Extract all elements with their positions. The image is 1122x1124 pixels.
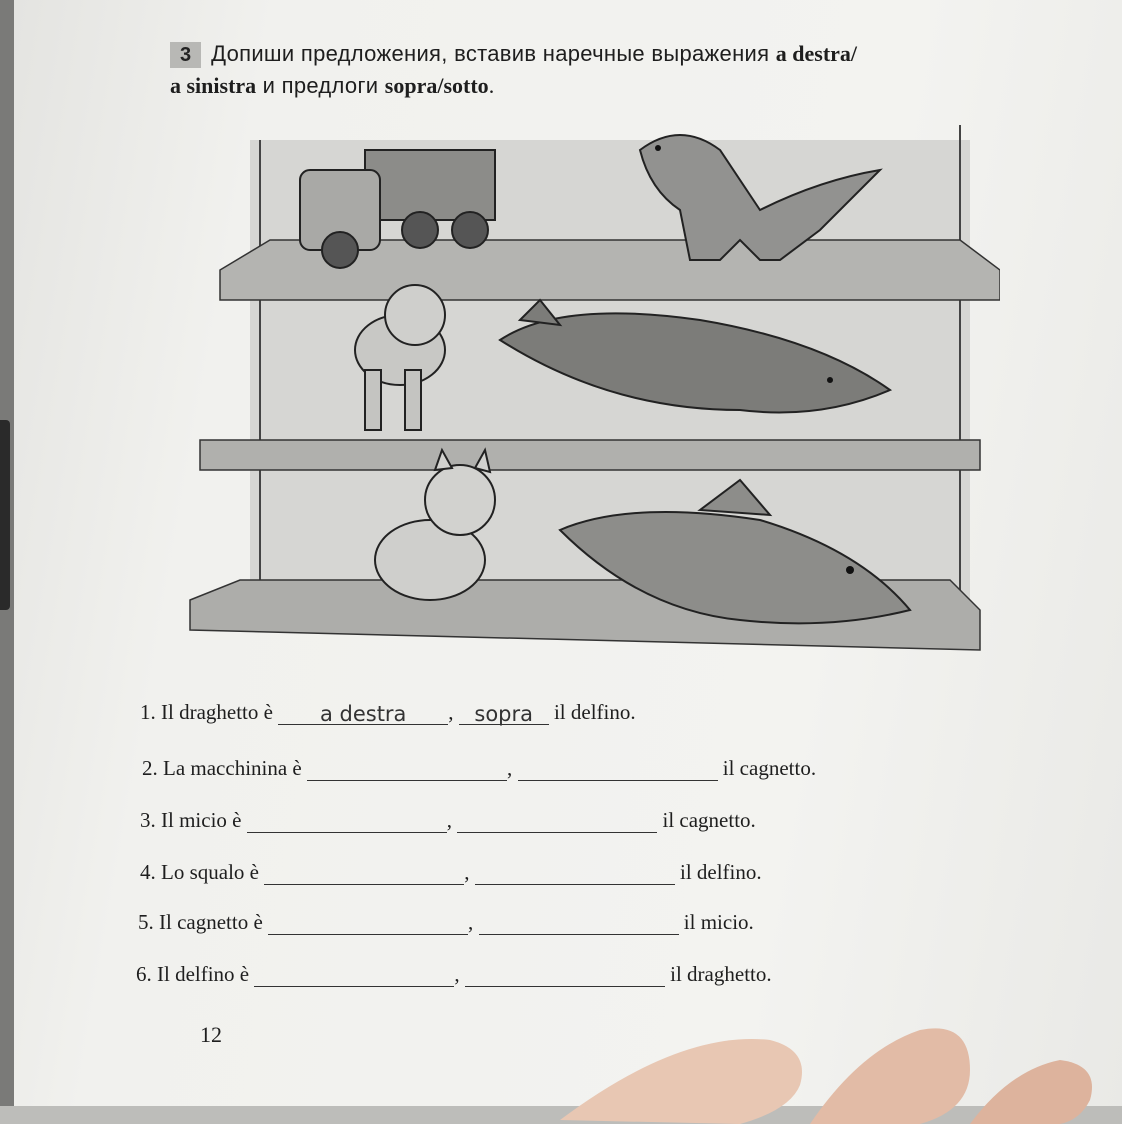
item-suffix: il draghetto. bbox=[670, 962, 772, 986]
instruction-text-1: Допиши предложения, вставив наречные выражения bbox=[211, 41, 776, 66]
exercise-item-6: 6. Il delfino è , il draghetto. bbox=[136, 962, 772, 986]
item-suffix: il micio. bbox=[683, 910, 754, 934]
exercise-item-2: 2. La macchinina è , il cagnetto. bbox=[142, 756, 817, 780]
answer-blank-1[interactable] bbox=[254, 964, 454, 987]
hand-fingers bbox=[560, 1010, 1122, 1124]
answer-blank-2[interactable] bbox=[465, 964, 665, 987]
answer-blank-2[interactable] bbox=[518, 758, 718, 781]
exercise-item-5: 5. Il cagnetto è , il micio. bbox=[138, 910, 754, 934]
term-a-sinistra: a sinistra bbox=[170, 73, 257, 98]
item-prefix: 6. Il delfino è bbox=[136, 962, 250, 986]
book-cover-edge bbox=[0, 420, 10, 610]
answer-blank-1[interactable]: a destra bbox=[278, 702, 448, 725]
item-prefix: 4. Lo squalo è bbox=[140, 860, 259, 884]
answer-blank-1[interactable] bbox=[264, 862, 464, 885]
item-prefix: 1. Il draghetto è bbox=[140, 700, 273, 724]
page-number: 12 bbox=[200, 1022, 222, 1047]
answer-blank-2[interactable]: sopra bbox=[459, 702, 549, 725]
item-suffix: il cagnetto. bbox=[722, 756, 817, 780]
answer-blank-1[interactable] bbox=[247, 810, 447, 833]
item-prefix: 5. Il cagnetto è bbox=[138, 910, 263, 934]
answer-blank-2[interactable] bbox=[475, 862, 675, 885]
item-suffix: il delfino. bbox=[679, 860, 762, 884]
exercise-number-badge: 3 bbox=[170, 42, 201, 68]
item-suffix: il delfino. bbox=[553, 700, 636, 724]
toy-shelf-illustration bbox=[180, 110, 1000, 690]
middle-shelf bbox=[200, 440, 980, 470]
item-suffix: il cagnetto. bbox=[662, 808, 756, 832]
item-prefix: 2. La macchinina è bbox=[142, 756, 302, 780]
exercise-item-4: 4. Lo squalo è , il delfino. bbox=[140, 860, 762, 884]
exercise-item-3: 3. Il micio è , il cagnetto. bbox=[140, 808, 756, 832]
answer-blank-1[interactable] bbox=[268, 912, 468, 935]
exercise-header bbox=[170, 38, 1060, 102]
term-sopra-sotto: sopra/sotto bbox=[384, 73, 489, 98]
answer-blank-2[interactable] bbox=[479, 912, 679, 935]
instruction-period: . bbox=[488, 73, 495, 98]
exercise-item-1: 1. Il draghetto è a destra , sopra il delfino. bbox=[140, 700, 636, 726]
term-a-destra: a destra/ bbox=[775, 41, 858, 66]
instruction-text-2: и предлоги bbox=[256, 73, 385, 98]
item-prefix: 3. Il micio è bbox=[140, 808, 242, 832]
answer-blank-1[interactable] bbox=[307, 758, 507, 781]
answer-blank-2[interactable] bbox=[457, 810, 657, 833]
